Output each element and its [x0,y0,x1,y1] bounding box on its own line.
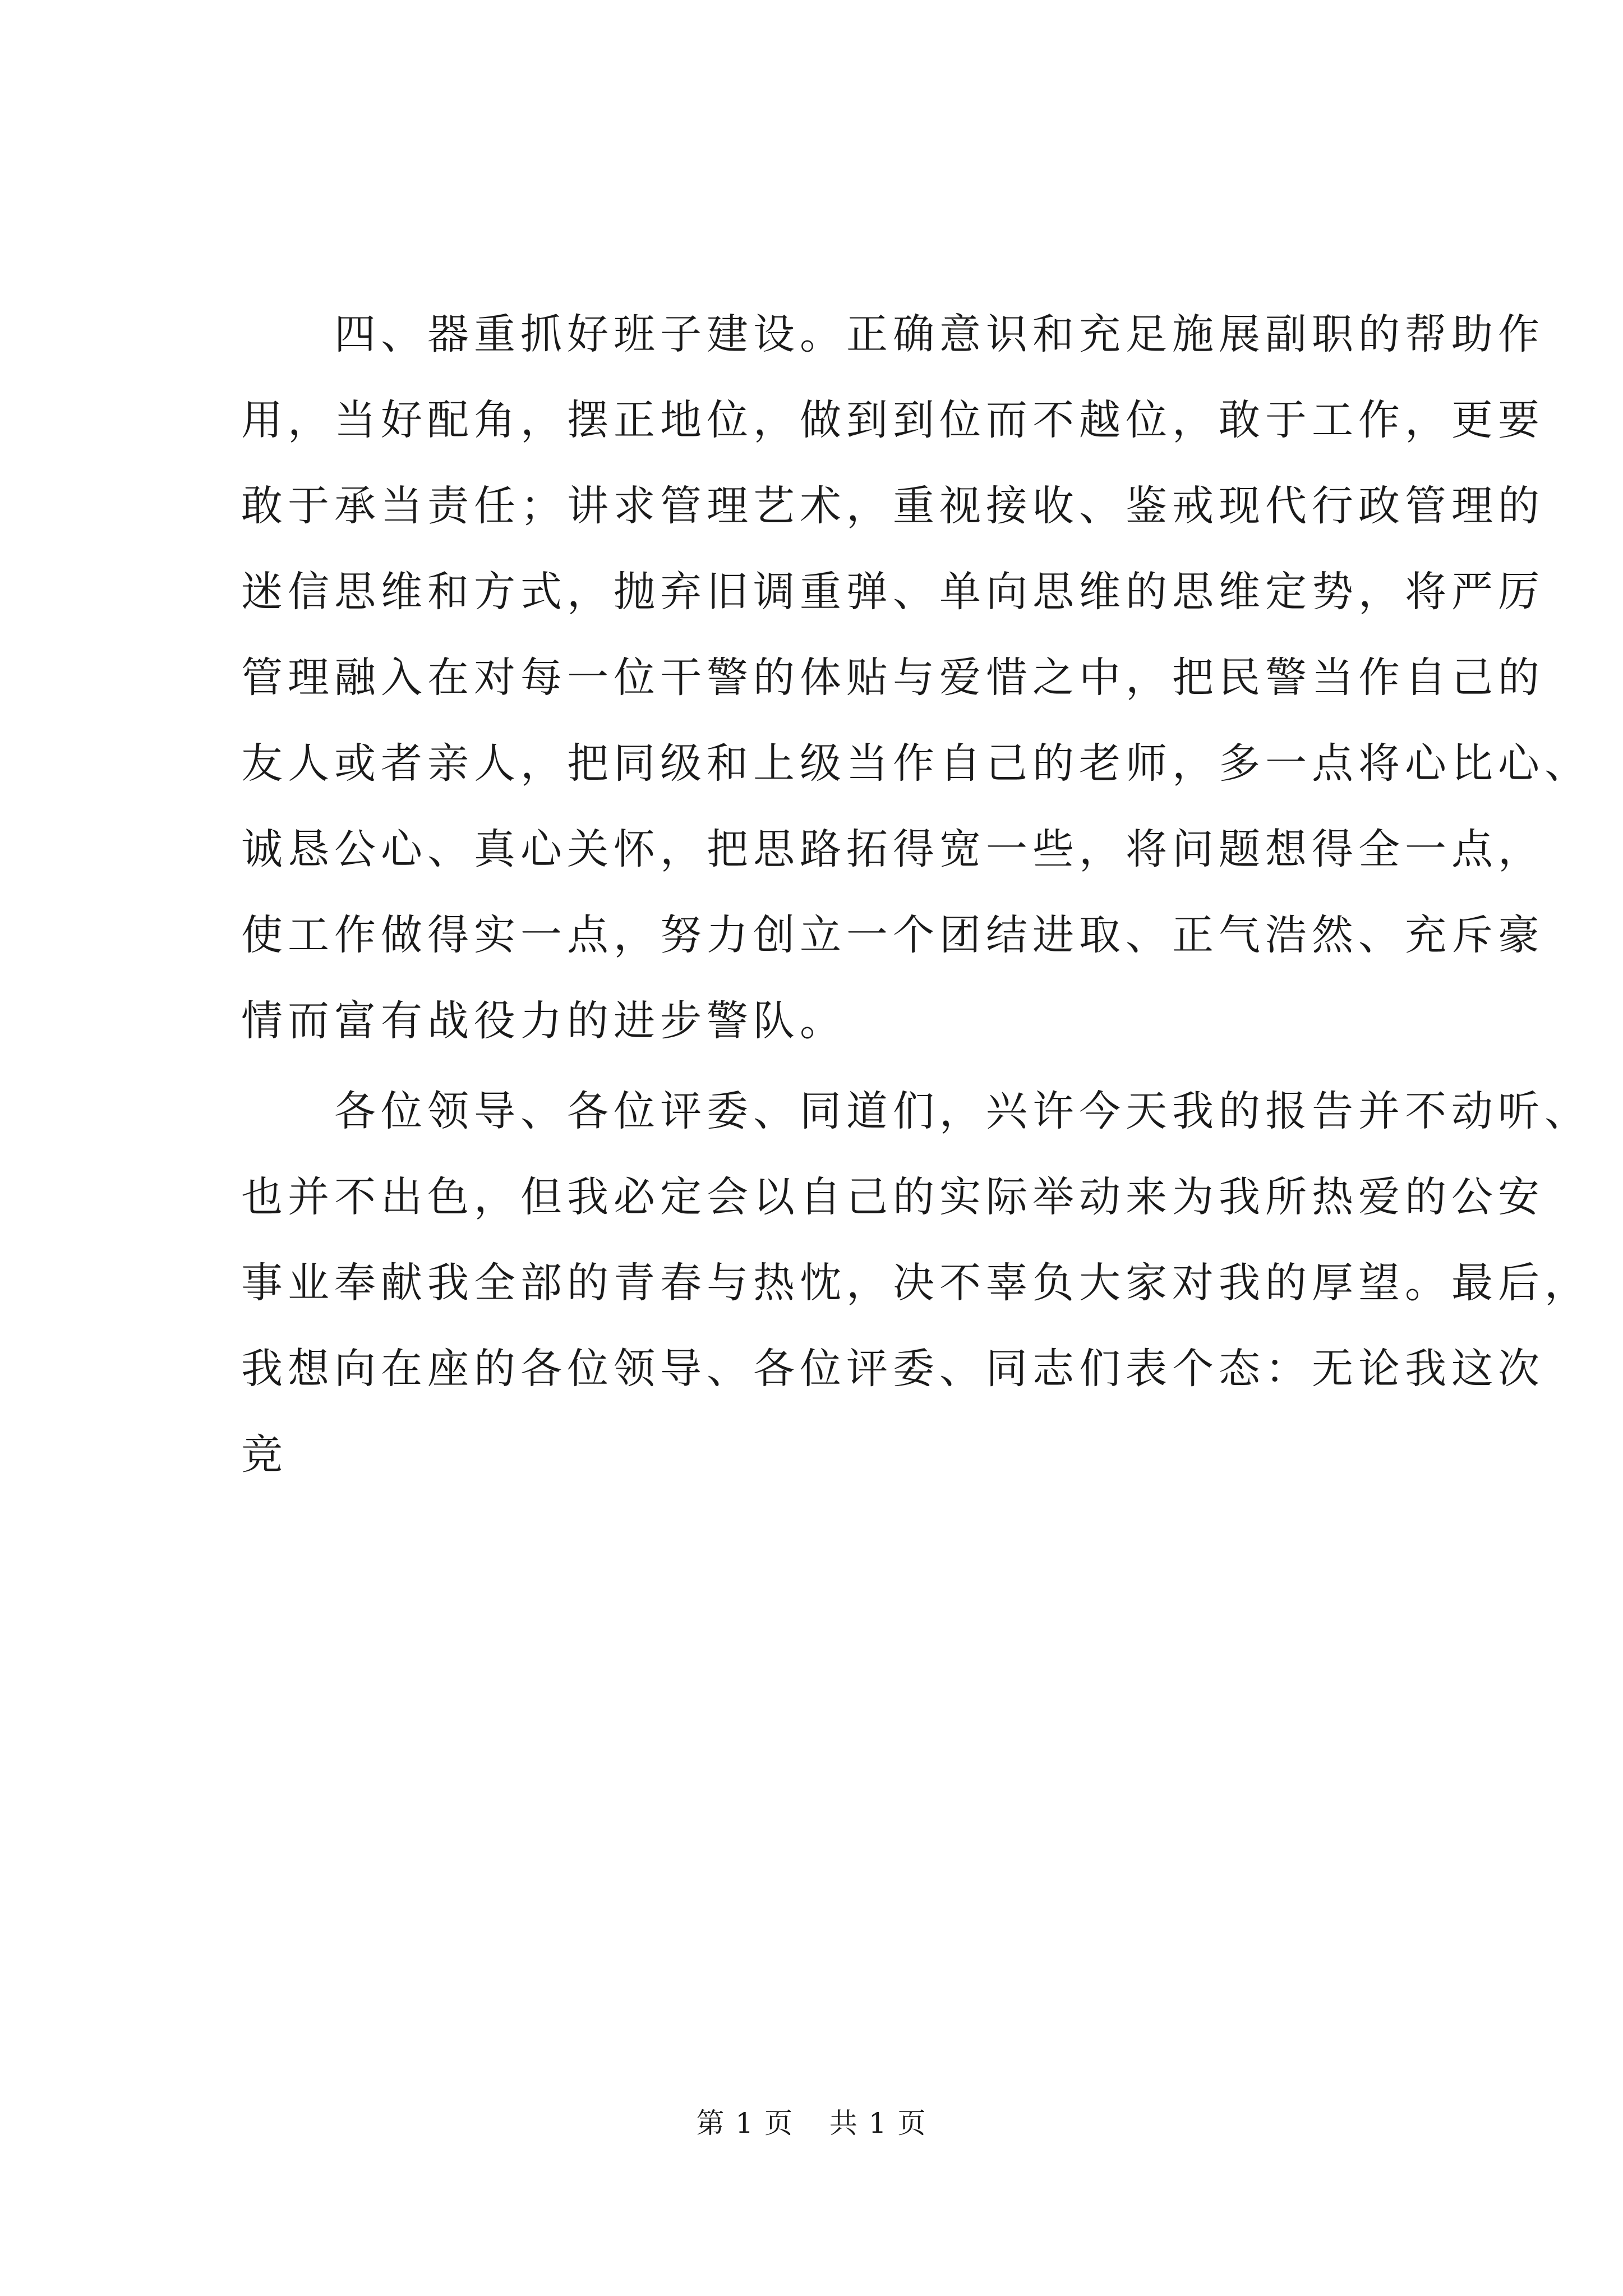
text-line: 用，当好配角，摆正地位，做到到位而不越位，敢于工作，更要 [241,396,1544,444]
page-total: 共 1 页 [829,2107,927,2139]
text-line: 各位领导、各位评委、同道们，兴许今天我的报告并不动听、 [334,1087,1591,1135]
text-line: 情而富有战役力的进步警队。 [241,997,846,1045]
page-number: 第 1 页 [696,2107,794,2139]
text-line: 四、器重抓好班子建设。正确意识和充足施展副职的帮助作 [334,310,1544,358]
text-line: 也并不出色，但我必定会以自己的实际举动来为我所热爱的公安 [241,1173,1544,1221]
text-line: 敢于承当责任；讲求管理艺术，重视接收、鉴戒现代行政管理的 [241,482,1544,530]
text-line: 迷信思维和方式，抛弃旧调重弹、单向思维的思维定势，将严厉 [241,568,1544,616]
text-line: 事业奉献我全部的青春与热忱，决不辜负大家对我的厚望。最后， [241,1259,1591,1307]
text-line: 管理融入在对每一位干警的体贴与爱惜之中，把民警当作自己的 [241,654,1544,702]
document-body [241,292,1591,1498]
paragraph-2 [241,1069,1591,1498]
text-line: 诚恳公心、真心关怀，把思路拓得宽一些，将问题想得全一点， [241,825,1544,873]
text-line: 友人或者亲人，把同级和上级当作自己的老师，多一点将心比心、 [241,739,1591,788]
text-line: 我想向在座的各位领导、各位评委、同志们表个态：无论我这次 [241,1345,1544,1393]
text-line: 竞 [241,1430,288,1479]
page-footer [0,2101,1623,2141]
text-line: 使工作做得实一点，努力创立一个团结进取、正气浩然、充斥豪 [241,911,1544,959]
paragraph-1 [241,292,1591,1064]
